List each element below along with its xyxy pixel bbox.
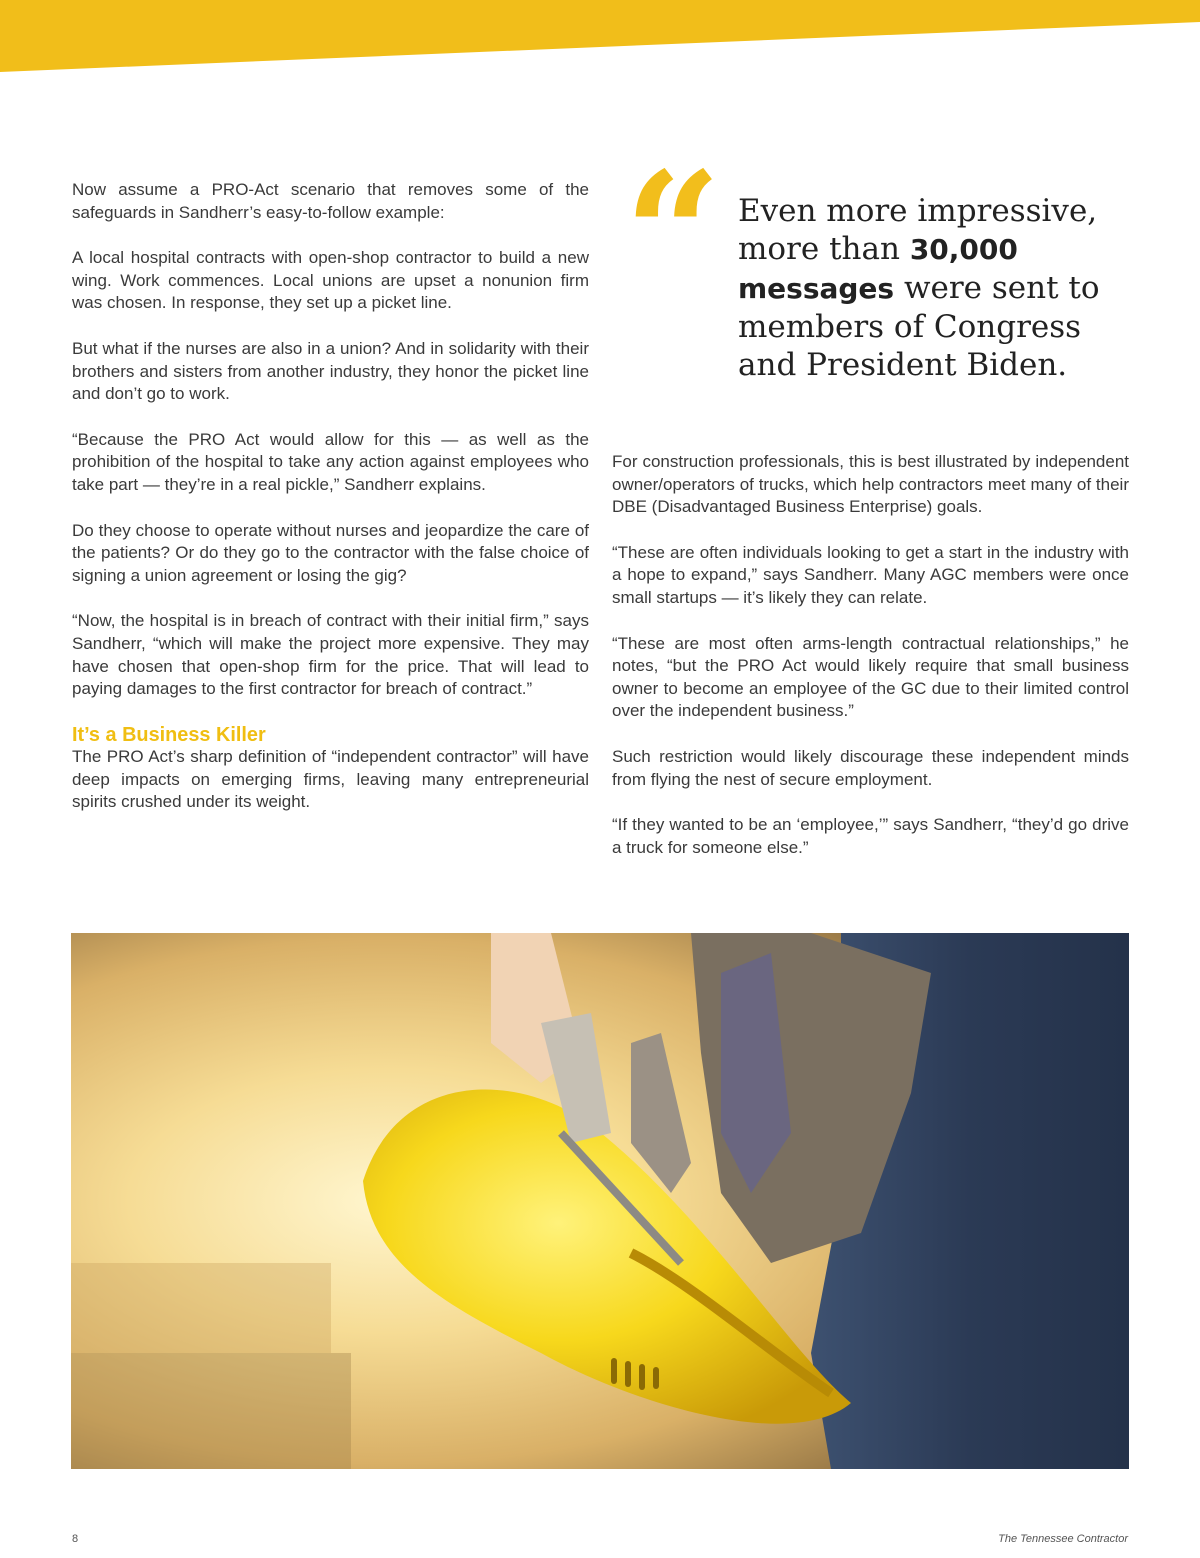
- hard-hat-photo: [71, 933, 1129, 1469]
- yellow-top-band: [0, 0, 1200, 75]
- pull-quote: [738, 192, 1138, 384]
- paragraph: The PRO Act’s sharp definition of “independent contractor” will have deep impacts on emerging firms, leaving many entrepreneurial spirits crushed under its weight.: [72, 747, 589, 812]
- page-number: 8: [72, 1533, 79, 1545]
- right-column: [612, 451, 1129, 882]
- pull-quote-text: were sent to members of Congress and President Biden.: [738, 270, 1100, 383]
- paragraph: Such restriction would likely discourage these independent minds from flying the nest of secure employment.: [612, 746, 1129, 789]
- quote-mark-icon: “: [624, 135, 722, 335]
- left-column: [72, 179, 589, 837]
- paragraph: But what if the nurses are also in a union? And in solidarity with their brothers and sisters from another industry, they honor the picket line and don’t go to work.: [72, 338, 589, 404]
- pull-quote-text: Even more impressive, more than: [738, 193, 1098, 267]
- paragraph: Do they choose to operate without nurses and jeopardize the care of the patients? Or do they go to the contractor with the false choice of signing a union agreement or losing the gig?: [72, 520, 589, 585]
- paragraph: “If they wanted to be an ‘employee,’” says Sandherr, “they’d go drive a truck for someone else.”: [612, 815, 1129, 857]
- paragraph: “These are most often arms-length contractual relationships,” he notes, “but the PRO Act would likely require that small business owner to become an employee of the GC due to their limited control over the independent business.”: [612, 633, 1129, 721]
- paragraph: For construction professionals, this is best illustrated by independent owner/operators of trucks, which help contractors meet many of their DBE (Disadvantaged Business Enterprise) goals.: [612, 452, 1129, 517]
- paragraph: Now assume a PRO-Act scenario that removes some of the safeguards in Sandherr’s easy-to-follow example:: [72, 180, 589, 222]
- publication-name: The Tennessee Contractor: [998, 1533, 1128, 1545]
- paragraph: A local hospital contracts with open-shop contractor to build a new wing. Work commences. Local unions are upset a nonunion firm was chosen. In response, they set up a picket line.: [72, 248, 589, 313]
- pull-quote-highlight: 30,000 messages: [738, 233, 1018, 305]
- section-subhead: It’s a Business Killer: [72, 723, 266, 746]
- paragraph: “These are often individuals looking to get a start in the industry with a hope to expand,” says Sandherr. Many AGC members were once small startups — it’s likely they can relate.: [612, 542, 1129, 607]
- paragraph: “Because the PRO Act would allow for this — as well as the prohibition of the hospital to take any action against employees who take part — they’re in a real pickle,” Sandherr explains.: [72, 429, 589, 494]
- paragraph: “Now, the hospital is in breach of contract with their initial firm,” says Sandherr, “which will make the project more expensive. They may have chosen that open-shop firm for the price. That will lead to paying damages to the first contractor for breach of contract.”: [72, 611, 589, 699]
